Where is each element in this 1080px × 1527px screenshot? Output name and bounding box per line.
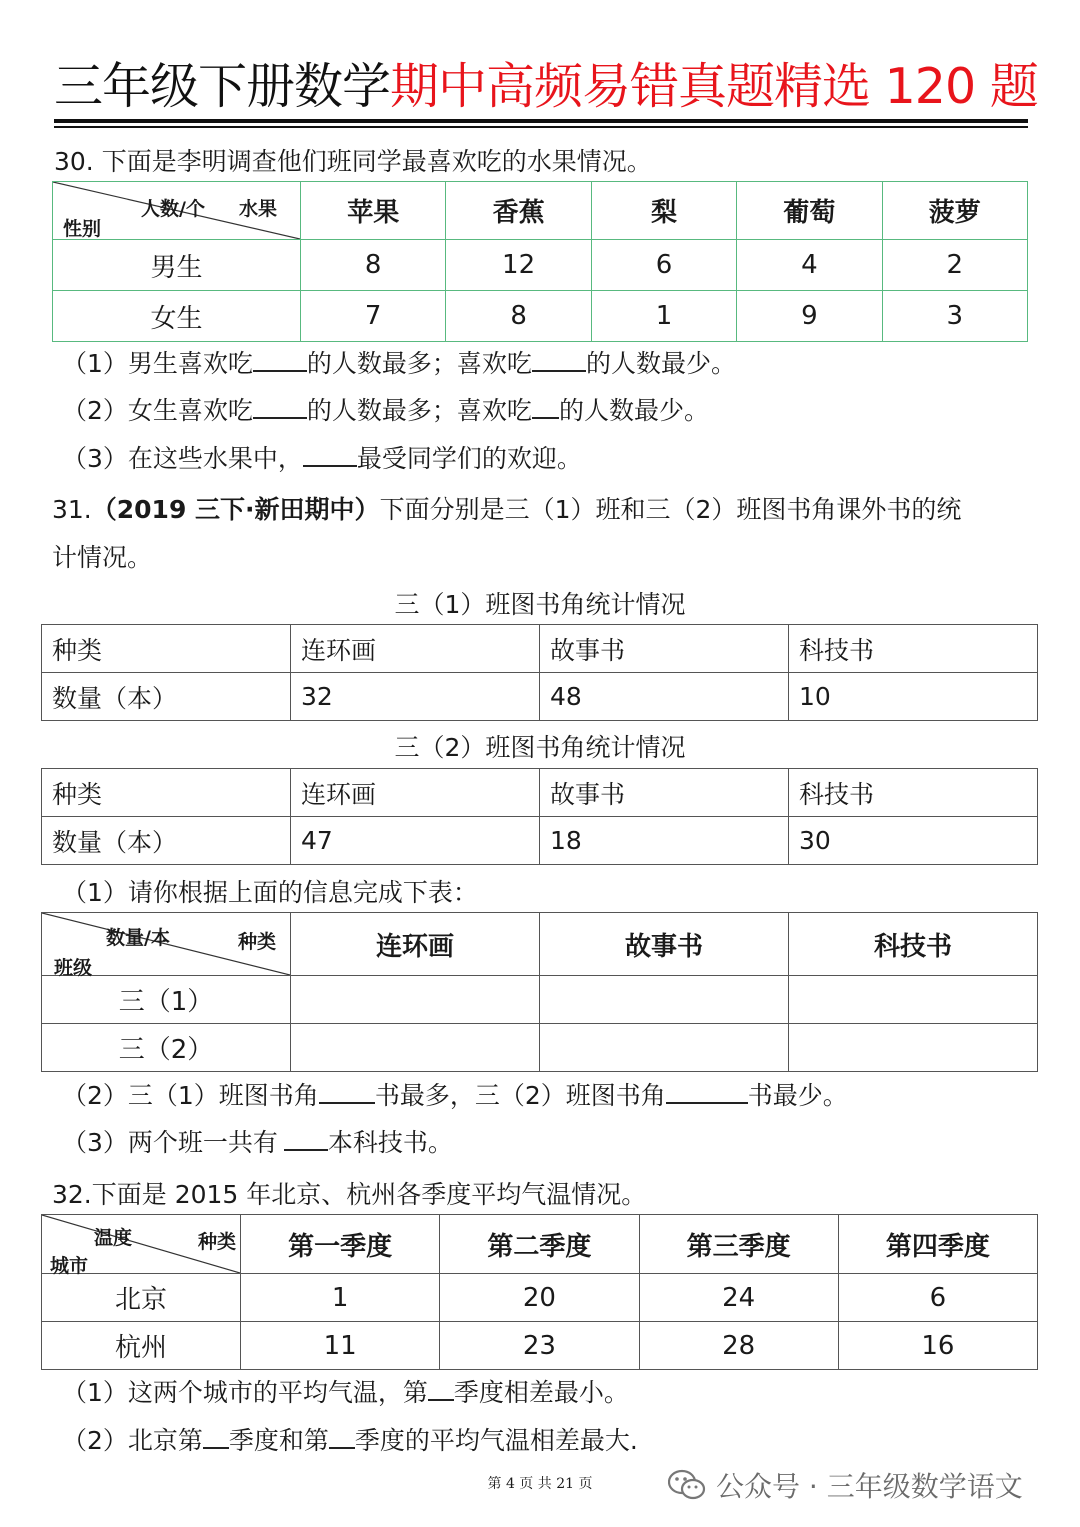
table-cell: 28 <box>639 1322 838 1370</box>
q31-table1-caption: 三（1）班图书角统计情况 <box>394 590 686 619</box>
answer-blank[interactable] <box>532 346 586 372</box>
answer-cell[interactable] <box>789 1024 1038 1072</box>
title-rule-thin <box>54 126 1028 128</box>
answer-blank[interactable] <box>428 1375 454 1401</box>
question-text: （3）两个班一共有 <box>62 1128 278 1157</box>
q30-question-2 <box>62 393 709 428</box>
answer-cell[interactable] <box>540 976 789 1024</box>
page-title <box>54 52 1038 122</box>
table-cell: 种类 <box>42 625 291 673</box>
question-number: 31. <box>52 495 92 524</box>
table-cell: 6 <box>838 1274 1037 1322</box>
q31-fill-header-row <box>42 913 1038 976</box>
table-cell: 12 <box>446 240 591 291</box>
answer-cell[interactable] <box>291 1024 540 1072</box>
table-cell: 故事书 <box>540 769 789 817</box>
table-cell: 20 <box>440 1274 639 1322</box>
question-text: 季度和第 <box>228 1426 329 1455</box>
answer-blank[interactable] <box>203 1423 229 1449</box>
table-cell: 1 <box>241 1274 440 1322</box>
table-row <box>42 1322 1038 1370</box>
table-cell: 3 <box>882 291 1027 342</box>
table-cell: 24 <box>639 1274 838 1322</box>
table-cell: 32 <box>291 673 540 721</box>
q31-question-3 <box>62 1125 453 1160</box>
table-cell: 数量（本） <box>42 817 291 865</box>
q30-question-1 <box>62 346 736 381</box>
row-label: 三（2） <box>42 1024 291 1072</box>
q31-corner-right: 种类 <box>238 931 277 953</box>
q31-question-2 <box>62 1078 848 1113</box>
title-black: 三年级下册数学 <box>54 58 391 115</box>
q32-temperature-table <box>41 1214 1038 1370</box>
table-cell: 8 <box>446 291 591 342</box>
answer-blank[interactable] <box>253 393 307 419</box>
q30-fruit-table <box>52 181 1028 342</box>
q31-table1 <box>41 624 1038 721</box>
answer-blank[interactable] <box>253 346 307 372</box>
q32-col-header: 第四季度 <box>838 1215 1037 1274</box>
table-cell: 连环画 <box>291 625 540 673</box>
q32-corner-right: 种类 <box>198 1231 237 1253</box>
title-rule-thick <box>54 119 1028 123</box>
table-cell: 2 <box>882 240 1027 291</box>
table-cell: 10 <box>789 673 1038 721</box>
q32-col-header: 第二季度 <box>440 1215 639 1274</box>
q30-corner-top: 人数/个 <box>141 198 205 220</box>
q31-table2-caption: 三（2）班图书角统计情况 <box>394 733 686 762</box>
question-text: （1）这两个城市的平均气温，第 <box>62 1378 428 1407</box>
question-text: 书最多，三（2）班图书角 <box>374 1081 666 1110</box>
question-text: 最受同学们的欢迎。 <box>356 444 582 473</box>
q30-corner-right: 水果 <box>239 198 278 220</box>
question-text: （3）在这些水果中， <box>62 444 303 473</box>
q31-corner-top: 数量/本 <box>106 927 170 949</box>
wechat-icon <box>668 1469 706 1501</box>
question-text: （2）三（1）班图书角 <box>62 1081 319 1110</box>
answer-blank[interactable] <box>319 1078 375 1104</box>
table-cell: 48 <box>540 673 789 721</box>
table-cell: 故事书 <box>540 625 789 673</box>
q32-question-2 <box>62 1423 638 1458</box>
table-row <box>42 817 1038 865</box>
q30-col-header: 菠萝 <box>882 182 1027 240</box>
q30-intro: 30. 下面是李明调查他们班同学最喜欢吃的水果情况。 <box>54 147 652 176</box>
answer-cell[interactable] <box>789 976 1038 1024</box>
table-cell: 科技书 <box>789 625 1038 673</box>
table-cell: 种类 <box>42 769 291 817</box>
question-text: 的人数最多；喜欢吃 <box>306 349 532 378</box>
table-cell: 8 <box>301 240 446 291</box>
q30-corner-bottom: 性别 <box>63 218 102 240</box>
table-cell: 9 <box>737 291 882 342</box>
question-text: 书最少。 <box>747 1081 848 1110</box>
table-cell: 16 <box>838 1322 1037 1370</box>
answer-blank[interactable] <box>303 441 357 467</box>
table-cell: 科技书 <box>789 769 1038 817</box>
q31-intro <box>52 493 961 527</box>
table-row <box>42 976 1038 1024</box>
question-text: 下面分别是三（1）班和三（2）班图书角课外书的统 <box>379 495 962 524</box>
question-text: 的人数最少。 <box>585 349 736 378</box>
question-text: （1）男生喜欢吃 <box>62 349 253 378</box>
row-label: 北京 <box>42 1274 241 1322</box>
q30-col-header: 梨 <box>591 182 736 240</box>
q31-col-header: 连环画 <box>291 913 540 976</box>
answer-blank[interactable] <box>284 1125 328 1151</box>
page-number: 第 4 页 共 21 页 <box>487 1476 593 1492</box>
question-text: （2）北京第 <box>62 1426 203 1455</box>
table-cell: 4 <box>737 240 882 291</box>
question-text: （2）女生喜欢吃 <box>62 396 253 425</box>
q32-col-header: 第一季度 <box>241 1215 440 1274</box>
table-row <box>42 625 1038 673</box>
q31-col-header: 故事书 <box>540 913 789 976</box>
row-label: 男生 <box>53 240 301 291</box>
q32-intro: 32.下面是 2015 年北京、杭州各季度平均气温情况。 <box>52 1180 647 1209</box>
watermark <box>668 1462 1023 1508</box>
question-text: 季度相差最小。 <box>453 1378 629 1407</box>
table-row <box>42 1274 1038 1322</box>
q32-corner-bottom: 城市 <box>50 1255 89 1277</box>
q31-sub1: （1）请你根据上面的信息完成下表： <box>62 878 478 907</box>
q30-col-header: 苹果 <box>301 182 446 240</box>
table-cell: 1 <box>591 291 736 342</box>
table-row <box>42 1024 1038 1072</box>
q31-table2 <box>41 768 1038 865</box>
q32-corner-top: 温度 <box>94 1227 133 1249</box>
q31-fill-table <box>41 912 1038 1072</box>
q31-corner-cell <box>42 913 291 979</box>
table-row <box>53 240 1028 291</box>
q30-col-header: 葡萄 <box>737 182 882 240</box>
question-text: 本科技书。 <box>327 1128 453 1157</box>
table-cell: 数量（本） <box>42 673 291 721</box>
q31-col-header: 科技书 <box>789 913 1038 976</box>
table-cell: 47 <box>291 817 540 865</box>
watermark-text: 公众号 · 三年级数学语文 <box>716 1470 1023 1503</box>
q30-corner-cell <box>53 182 301 240</box>
q32-col-header: 第三季度 <box>639 1215 838 1274</box>
row-label: 三（1） <box>42 976 291 1024</box>
table-cell: 7 <box>301 291 446 342</box>
row-label: 女生 <box>53 291 301 342</box>
question-text: 季度的平均气温相差最大. <box>354 1426 638 1455</box>
table-cell: 18 <box>540 817 789 865</box>
table-row <box>42 673 1038 721</box>
row-label: 杭州 <box>42 1322 241 1370</box>
q32-question-1 <box>62 1375 629 1410</box>
q30-question-3 <box>62 441 582 476</box>
answer-cell[interactable] <box>291 976 540 1024</box>
answer-blank[interactable] <box>532 393 559 419</box>
table-cell: 30 <box>789 817 1038 865</box>
question-text: 的人数最少。 <box>558 396 709 425</box>
q30-col-header: 香蕉 <box>446 182 591 240</box>
answer-blank[interactable] <box>666 1078 748 1104</box>
table-cell: 11 <box>241 1322 440 1370</box>
table-cell: 23 <box>440 1322 639 1370</box>
q30-header-row <box>53 182 1028 240</box>
q32-header-row <box>42 1215 1038 1274</box>
table-cell: 6 <box>591 240 736 291</box>
q31-intro-line2: 计情况。 <box>52 543 153 572</box>
table-row <box>53 291 1028 342</box>
table-row <box>42 769 1038 817</box>
q31-corner-bottom: 班级 <box>54 957 93 979</box>
answer-cell[interactable] <box>540 1024 789 1072</box>
q32-corner-cell <box>42 1215 241 1277</box>
table-cell: 连环画 <box>291 769 540 817</box>
question-source: （2019 三下·新田期中） <box>91 495 380 524</box>
title-red: 期中高频易错真题精选 120 题 <box>390 58 1038 115</box>
answer-blank[interactable] <box>329 1423 355 1449</box>
question-text: 的人数最多；喜欢吃 <box>306 396 532 425</box>
